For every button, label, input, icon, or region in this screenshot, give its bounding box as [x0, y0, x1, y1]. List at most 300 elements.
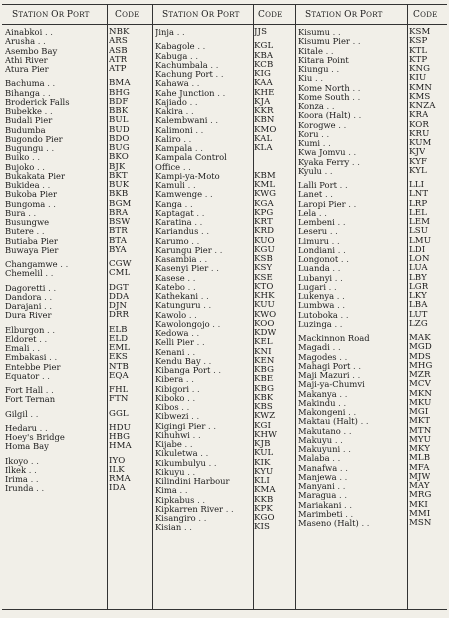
station-name: Koru . .: [298, 129, 330, 139]
station-name: Mackinnon Road: [298, 334, 370, 343]
station-code: MKU: [409, 398, 432, 408]
table-row: [295, 343, 447, 352]
station-code: DGT: [109, 283, 129, 293]
station-name: Maragua . .: [298, 491, 347, 501]
station-name: Gilgil . .: [5, 409, 39, 419]
station-name: Kiungu . .: [298, 65, 340, 74]
station-code: ELB: [109, 325, 128, 335]
station-code: BUD: [109, 125, 130, 135]
station-code: KRT: [254, 218, 273, 227]
station-code: LUT: [409, 310, 428, 320]
station-name: Maktau (Halt) . .: [298, 417, 369, 427]
station-name: Mahagi Port . .: [298, 361, 362, 371]
station-code: KNG: [409, 65, 431, 74]
station-header: STATION OR PORT: [162, 10, 240, 20]
station-name: Homa Bay: [5, 442, 49, 452]
table-row: [295, 390, 447, 399]
station-code: KWG: [254, 190, 277, 200]
station-code: ELD: [109, 334, 129, 344]
table-row: [2, 410, 151, 419]
station-name: Kisian . .: [155, 523, 192, 533]
table-row: [152, 255, 294, 264]
table-row: [295, 408, 447, 417]
table-row: [2, 246, 151, 255]
table-row: [295, 74, 447, 83]
station-code: LBA: [409, 301, 428, 311]
station-name: Karatina . .: [155, 218, 203, 227]
table-row: [2, 116, 151, 125]
station-name: Kasenyi Pier . .: [155, 264, 219, 274]
station-code: KLI: [254, 477, 270, 486]
table-row: [2, 237, 151, 246]
station-name: Koora (Halt) . .: [298, 111, 362, 121]
station-name: Lalli Port . .: [298, 181, 348, 190]
station-code: NBK: [109, 28, 130, 37]
table-row: [152, 209, 294, 218]
table-row: [295, 102, 447, 111]
station-code: KIG: [254, 70, 271, 79]
station-code: KSE: [254, 273, 273, 283]
station-code: BYA: [109, 245, 127, 255]
station-code: KML: [254, 181, 276, 190]
station-name: Kyulu . .: [298, 166, 333, 176]
station-name: Arusha . .: [5, 37, 46, 47]
station-code: HDU: [109, 423, 131, 433]
station-name: Dura River: [5, 311, 52, 321]
station-code-table: [2, 4, 447, 610]
station-code: KAL: [254, 134, 273, 144]
table-row: [152, 79, 294, 88]
table-row: [152, 301, 294, 310]
station-code: BKB: [109, 190, 129, 200]
station-name: Kawolongojo . .: [155, 319, 221, 329]
table-row: [152, 227, 294, 236]
station-code: KHK: [254, 292, 275, 301]
station-code: KOO: [254, 319, 275, 329]
station-code: KSB: [254, 255, 273, 264]
table-row: [152, 107, 294, 116]
station-name: Dandora . .: [5, 292, 53, 302]
station-code: KJV: [409, 148, 426, 158]
station-name: Atura Pier: [5, 65, 49, 74]
station-code: KKR: [254, 107, 274, 116]
station-code: KIK: [254, 458, 271, 468]
station-name: Kilindini Harbour: [155, 477, 230, 486]
station-code: KTP: [409, 55, 428, 65]
station-name: Malaba . .: [298, 454, 341, 464]
table-row: [2, 172, 151, 181]
station-code: MFA: [409, 463, 430, 473]
station-code: BTR: [109, 227, 128, 237]
station-code: KUO: [254, 236, 275, 246]
station-code: KGO: [254, 514, 275, 523]
table-row: [2, 79, 151, 88]
table-row: [152, 283, 294, 292]
station-name: Broderick Falls: [5, 97, 70, 107]
station-code: LKY: [409, 292, 427, 301]
station-code: KEL: [254, 338, 273, 348]
table-row: [2, 163, 151, 172]
station-code: BMA: [109, 79, 131, 89]
station-code: BKO: [109, 153, 129, 163]
table-row: [295, 301, 447, 310]
table-row: [295, 255, 447, 264]
station-name: Office . .: [155, 162, 191, 172]
station-name: Budali Pier: [5, 116, 53, 126]
station-code: KRU: [409, 129, 430, 139]
table-row: [2, 442, 151, 451]
table-row: [152, 329, 294, 338]
table-row: [2, 47, 151, 56]
station-name: Bujoko . .: [5, 162, 45, 172]
station-name: Kariandus . .: [155, 227, 210, 237]
table-row: [2, 269, 151, 278]
station-name: Kyaka Ferry . .: [298, 157, 360, 167]
station-code: HBG: [109, 433, 131, 442]
station-code: KYL: [409, 166, 427, 176]
station-name: Kiu . .: [298, 74, 323, 84]
station-code: RMA: [109, 475, 131, 484]
station-code: MYU: [409, 435, 432, 445]
station-name: Kabagole . .: [155, 42, 206, 52]
station-code: LBY: [409, 273, 427, 283]
table-row: [152, 274, 294, 283]
station-name: Bungoma . .: [5, 199, 56, 209]
station-name: Makuyuni . .: [298, 445, 351, 454]
station-name: Bukakata Pier: [5, 171, 65, 181]
table-row: [295, 436, 447, 445]
station-name: Kisumu . .: [298, 28, 341, 37]
table-row: [152, 440, 294, 449]
station-code: LLI: [409, 181, 425, 190]
station-code: BKT: [109, 171, 128, 181]
table-row: [152, 52, 294, 61]
table-row: [295, 292, 447, 301]
table-row: [295, 218, 447, 227]
station-name: Manyani . .: [298, 482, 346, 491]
station-code: KMA: [254, 486, 276, 496]
station-name: Kaliro . .: [155, 134, 192, 144]
table-row: [152, 394, 294, 403]
station-name: Elburgon . .: [5, 325, 56, 335]
station-name: Kikuyu . .: [155, 467, 196, 477]
station-name: Bukoba Pier: [5, 190, 57, 200]
table-row: [152, 126, 294, 135]
station-code: MKT: [409, 417, 431, 427]
station-name: Kibera . .: [155, 375, 194, 385]
station-code: MDS: [409, 352, 431, 362]
table-row: [152, 163, 294, 172]
table-row: [295, 320, 447, 329]
station-name: Magadi . .: [298, 343, 341, 353]
station-name: Kibanga Port . .: [155, 366, 222, 375]
station-code: MKN: [409, 389, 433, 399]
station-code: KBG: [254, 384, 275, 394]
station-name: Lukenya . .: [298, 292, 345, 301]
table-row: [152, 153, 294, 162]
station-code: MGD: [409, 343, 432, 353]
table-row: [2, 433, 151, 442]
station-name: Kikuletwa . .: [155, 449, 209, 459]
station-name: Kwa Jomvu . .: [298, 148, 357, 158]
table-row: [295, 56, 447, 65]
station-name: Budumba: [5, 125, 46, 135]
station-name: Magodes . .: [298, 352, 348, 362]
column-1: [2, 5, 151, 609]
station-code: MGI: [409, 408, 429, 417]
station-name: Kawolo . .: [155, 310, 197, 320]
station-code: KKB: [254, 495, 274, 505]
table-row: [152, 514, 294, 523]
table-row: [2, 65, 151, 74]
station-code: MZR: [409, 371, 431, 380]
station-name: Kumi . .: [298, 139, 331, 148]
station-code: ASB: [109, 46, 128, 56]
station-code: ATR: [109, 55, 128, 65]
station-code: EML: [109, 344, 131, 353]
station-name: Lanet . .: [298, 190, 333, 200]
code-header: CODE: [258, 10, 283, 20]
station-code: KJA: [254, 97, 271, 107]
station-code: LUA: [409, 264, 428, 274]
station-code: BBK: [109, 107, 129, 116]
station-code: LMU: [409, 236, 432, 246]
station-code: MSN: [409, 519, 432, 528]
station-name: Kamuli . .: [155, 181, 196, 190]
station-name: Karungu Pier . .: [155, 245, 223, 255]
table-row: [152, 412, 294, 421]
station-name: Ilkek . .: [5, 465, 37, 475]
station-name: Darajani . .: [5, 302, 53, 311]
table-row: [152, 375, 294, 384]
station-name: Limuru . .: [298, 236, 340, 246]
table-row: [2, 181, 151, 190]
station-name: Bura . .: [5, 208, 37, 218]
table-row: [295, 510, 447, 519]
table-row: [295, 427, 447, 436]
station-name: Kelli Pier . .: [155, 338, 205, 348]
table-row: [152, 98, 294, 107]
station-code: KBM: [254, 171, 276, 181]
table-row: [295, 139, 447, 148]
table-row: [2, 190, 151, 199]
station-code: LEM: [409, 218, 431, 227]
station-name: Bugondo Pier: [5, 134, 63, 144]
station-code: KRD: [254, 227, 275, 237]
station-name: Kipkabus . .: [155, 495, 206, 505]
table-row: [295, 283, 447, 292]
table-row: [2, 386, 151, 395]
table-row: [295, 274, 447, 283]
station-code: HMA: [109, 442, 132, 452]
station-name: Kampi-ya-Moto: [155, 171, 220, 181]
table-row: [295, 264, 447, 273]
table-row: [2, 200, 151, 209]
table-row: [295, 47, 447, 56]
station-code: LDI: [409, 245, 426, 255]
station-code: KOR: [409, 120, 430, 130]
column-1-body: [2, 28, 151, 494]
table-row: [152, 477, 294, 486]
station-code: BUL: [109, 116, 129, 126]
table-row: [295, 37, 447, 46]
station-code: KWO: [254, 310, 277, 320]
station-name: Makindu . .: [298, 398, 347, 408]
table-row: [295, 445, 447, 454]
station-code: KBA: [254, 51, 274, 61]
station-code: KLA: [254, 144, 273, 153]
station-name: Entebbe Pier: [5, 362, 61, 372]
table-row: [295, 246, 447, 255]
station-code: BTA: [109, 236, 128, 246]
station-code: BGM: [109, 199, 132, 209]
table-row: [295, 130, 447, 139]
table-row: [295, 227, 447, 236]
station-code: KYU: [254, 467, 274, 477]
station-code: BRA: [109, 208, 129, 218]
station-name: Kome North . .: [298, 83, 361, 93]
station-name: Lela . .: [298, 208, 327, 218]
station-name: Equator . .: [5, 371, 50, 381]
station-name: Hedaru . .: [5, 423, 48, 433]
table-row: [152, 246, 294, 255]
station-name: Kibigori . .: [155, 384, 200, 394]
station-code: EQA: [109, 371, 129, 381]
table-row: [2, 335, 151, 344]
station-name: Athi River: [5, 55, 48, 65]
station-name: Kajiado . .: [155, 97, 198, 107]
station-code: KUU: [254, 301, 275, 311]
station-name: Kipkarren River . .: [155, 504, 234, 514]
station-code: KIS: [254, 523, 271, 533]
station-name: Kahe Junction . .: [155, 88, 226, 98]
station-header: STATION OR PORT: [12, 10, 90, 20]
table-row: [152, 311, 294, 320]
station-code: KGU: [254, 245, 275, 255]
table-row: [295, 209, 447, 218]
table-row: [152, 181, 294, 190]
station-code: KJB: [254, 440, 271, 449]
station-name: Maji-ya-Chumvi: [298, 380, 365, 390]
station-name: Irima . .: [5, 475, 39, 484]
table-row: [152, 523, 294, 532]
table-row: [152, 449, 294, 458]
station-name: Kikumbulyu . .: [155, 458, 217, 468]
station-code: KSM: [409, 28, 431, 37]
table-row: [152, 320, 294, 329]
station-name: Kijabe . .: [155, 440, 193, 449]
table-row: [152, 237, 294, 246]
station-name: Kitara Point: [298, 55, 349, 65]
column-3: [295, 5, 447, 609]
table-row: [152, 28, 294, 37]
station-name: Kenani . .: [155, 347, 196, 357]
table-row: [2, 209, 151, 218]
table-row: [152, 366, 294, 375]
station-name: Changamwe . .: [5, 260, 69, 269]
station-code: BDO: [109, 134, 130, 144]
station-code: LSU: [409, 227, 429, 237]
station-name: Lugari . .: [298, 282, 337, 292]
station-name: Jinja . .: [155, 28, 185, 37]
station-name: Eldoret . .: [5, 334, 48, 344]
station-code: BJK: [109, 162, 126, 172]
table-row: [295, 399, 447, 408]
table-row: [295, 417, 447, 426]
station-code: MJW: [409, 472, 431, 482]
station-code: KUM: [409, 139, 432, 148]
station-code: KCB: [254, 60, 274, 70]
table-row: [2, 284, 151, 293]
station-name: Irunda . .: [5, 484, 45, 494]
station-name: Bubekke . .: [5, 107, 53, 116]
station-name: Marimbeti . .: [298, 509, 354, 519]
table-row: [2, 466, 151, 475]
station-name: Londiani . .: [298, 245, 346, 255]
station-code: KBK: [254, 393, 274, 403]
station-name: Kisangiro . .: [155, 514, 207, 523]
station-name: Buiko . .: [5, 153, 41, 163]
station-code: IYO: [109, 456, 126, 466]
station-code: GGL: [109, 409, 129, 419]
station-code: MKI: [409, 500, 428, 510]
station-name: Kome South . .: [298, 92, 361, 102]
station-code: MTN: [409, 426, 432, 436]
table-row: [2, 353, 151, 362]
station-name: Makutano . .: [298, 426, 352, 436]
station-name: Kachumbala . .: [155, 60, 219, 70]
station-name: Kachung Port . .: [155, 70, 224, 79]
station-name: Kitale . .: [298, 46, 334, 56]
station-name: Kigingi Pier . .: [155, 421, 217, 431]
station-name: Kaptagat . .: [155, 208, 205, 218]
station-name: Fort Ternan: [5, 395, 56, 405]
station-code: JJS: [254, 28, 268, 37]
code-header: CODE: [413, 10, 438, 20]
station-code: KSP: [409, 37, 428, 47]
table-row: [2, 344, 151, 353]
station-name: Chemelil . .: [5, 269, 54, 279]
station-name: Kibos . .: [155, 403, 190, 412]
station-code: LGR: [409, 282, 429, 292]
station-name: Korogwe . .: [298, 120, 347, 130]
table-row: [152, 348, 294, 357]
station-name: Butiaba Pier: [5, 236, 58, 246]
station-name: Emali . .: [5, 344, 41, 353]
station-name: Kisumu Pier . .: [298, 37, 361, 47]
station-name: Kamwenge . .: [155, 190, 213, 200]
table-row: [295, 491, 447, 500]
station-code: KAA: [254, 79, 273, 89]
station-code: DJN: [109, 302, 128, 311]
table-row: [2, 218, 151, 227]
station-code: LON: [409, 255, 430, 264]
table-row: [295, 167, 447, 176]
station-name: Luanda . .: [298, 264, 341, 274]
station-code: LEL: [409, 208, 427, 218]
table-row: [152, 385, 294, 394]
table-row: [152, 431, 294, 440]
table-row: [2, 311, 151, 320]
table-row: [2, 372, 151, 381]
station-code: KTO: [254, 282, 274, 292]
table-row: [2, 126, 151, 135]
station-code: IDA: [109, 484, 126, 494]
station-code: KMO: [254, 125, 277, 135]
table-row: [152, 116, 294, 125]
table-row: [295, 121, 447, 130]
station-name: Bugungu . .: [5, 144, 55, 153]
